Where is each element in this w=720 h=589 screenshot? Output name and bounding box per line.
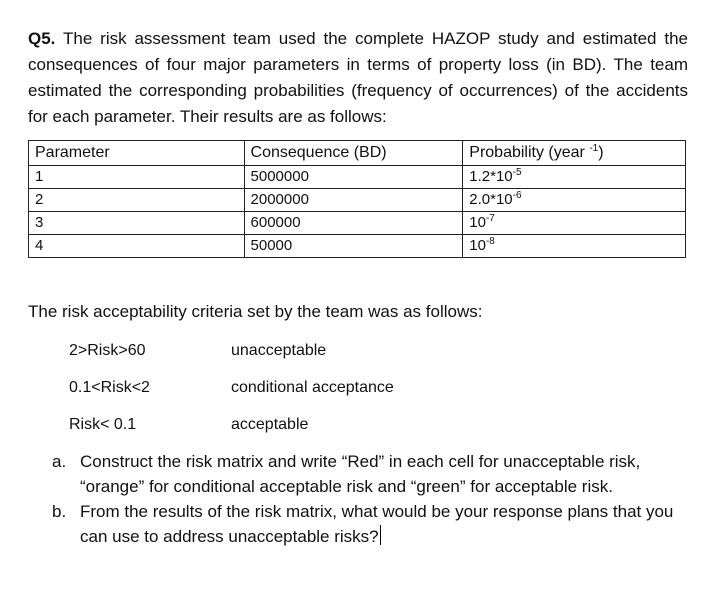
criteria-range: 0.1<Risk<2 <box>69 379 150 396</box>
cell-parameter: 2 <box>29 189 245 212</box>
criteria-intro: The risk acceptability criteria set by the team was as follows: <box>28 302 483 321</box>
cell-consequence: 50000 <box>244 235 463 258</box>
prob-exp: -7 <box>485 213 495 224</box>
cell-parameter: 4 <box>29 235 245 258</box>
cell-probability <box>463 189 686 212</box>
table-row <box>29 212 686 235</box>
prob-exp: -8 <box>485 236 495 247</box>
criteria-label: acceptable <box>231 416 309 433</box>
table-row <box>29 189 686 212</box>
header-probability <box>463 141 686 166</box>
cell-probability <box>463 235 686 258</box>
cell-consequence: 2000000 <box>244 189 463 212</box>
risk-data-table <box>28 140 686 258</box>
header-probability-exp: -1 <box>589 143 599 154</box>
cell-parameter: 1 <box>29 166 245 189</box>
table-header-row <box>29 141 686 166</box>
cell-consequence: 5000000 <box>244 166 463 189</box>
table-row <box>29 235 686 258</box>
cell-parameter: 3 <box>29 212 245 235</box>
prob-exp: -5 <box>512 167 522 178</box>
task-letter: b. <box>52 502 67 521</box>
prob-base: 2.0*10 <box>469 191 513 208</box>
prob-exp: -6 <box>512 190 522 201</box>
header-parameter: Parameter <box>29 141 245 166</box>
header-probability-close: ) <box>598 144 604 161</box>
task-list <box>52 449 692 549</box>
cell-probability <box>463 212 686 235</box>
prob-base: 10 <box>469 237 486 254</box>
cell-consequence: 600000 <box>244 212 463 235</box>
table-row <box>29 166 686 189</box>
task-item <box>52 499 692 549</box>
prob-base: 10 <box>469 214 486 231</box>
question-paragraph <box>28 26 688 130</box>
cell-probability <box>463 166 686 189</box>
task-text: From the results of the risk matrix, what would be your response plans that you can use to address unacceptable risks? <box>80 502 674 546</box>
header-probability-base: Probability (year <box>469 144 585 161</box>
question-text: The risk assessment team used the complete HAZOP study and estimated the consequences of four major parameters in terms of property loss (in BD). The team estimated the corresponding probabilities (frequency of occurrences) of the accidents for each parameter. Their results are as follows: <box>28 29 688 126</box>
task-letter: a. <box>52 452 67 471</box>
task-item <box>52 449 692 499</box>
header-consequence: Consequence (BD) <box>244 141 463 166</box>
question-label: Q5. <box>28 29 56 48</box>
criteria-label: unacceptable <box>231 342 327 359</box>
task-text: Construct the risk matrix and write “Red” in each cell for unacceptable risk, “orange” for conditional acceptable risk and “green” for acceptable risk. <box>80 452 641 496</box>
criteria-item <box>69 340 326 362</box>
criteria-label: conditional acceptance <box>231 379 394 396</box>
criteria-item <box>69 377 394 399</box>
prob-base: 1.2*10 <box>469 168 513 185</box>
criteria-range: Risk< 0.1 <box>69 416 137 433</box>
text-cursor <box>380 525 381 545</box>
criteria-item <box>69 414 308 436</box>
criteria-range: 2>Risk>60 <box>69 342 146 359</box>
